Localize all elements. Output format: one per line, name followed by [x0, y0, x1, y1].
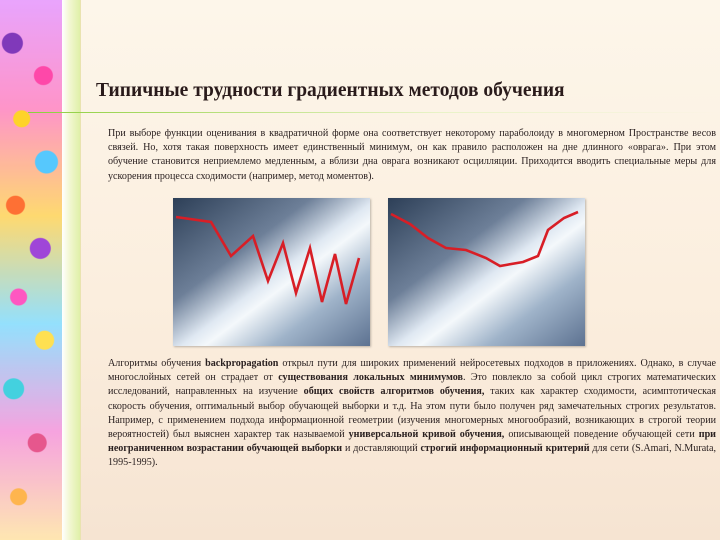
- bold-term-learning-properties: общих свойств алгоритмов обучения,: [303, 386, 485, 398]
- ravine-surface-right: [388, 198, 585, 346]
- title-underline: [28, 112, 718, 113]
- bold-term-local-minima: существования локальных минимумов: [278, 372, 463, 384]
- bold-term-backpropagation: backpropagation: [205, 358, 279, 369]
- bold-term-learning-curve: универсальной кривой обучения,: [348, 429, 505, 441]
- text-run: . Это повлекло за собой цикл строгих математических исследований, направленных на изучение: [108, 372, 716, 398]
- bold-term-information-criterion: строгий информационный критерий: [420, 443, 590, 455]
- decorative-side-strip: [62, 0, 81, 540]
- text-run: таких как характер сходимости, асимптотическая скорость обучения, оптимальный выбор обучающей выборки и т.д. На этом пути было получен ряд замечательных строгих результатов. Например, с применением подхода информационной геометрии (изучения многомерных многообразий, возникающих в строгой теории вероятностей) был выяснен характер так называемой: [108, 386, 716, 441]
- page-title: Типичные трудности градиентных методов обучения: [96, 80, 565, 101]
- text-run: Алгоритмы обучения: [108, 358, 206, 369]
- text-run: и доставляющий: [342, 443, 421, 455]
- bold-term-unbounded-sample: при неограниченном возрастании обучающей выборки: [108, 429, 716, 455]
- ravine-oscillation-diagram: [173, 198, 370, 346]
- decorative-side-art: [0, 0, 62, 540]
- text-run: для сети (S.Amari, N.Murata, 1995-1995).: [108, 443, 716, 469]
- text-run: описывающей поведение обучающей сети: [504, 429, 699, 441]
- smooth-convergence-diagram: [388, 198, 585, 346]
- intro-paragraph: При выборе функции оценивания в квадратичной форме она соответствует некоторому параболоиду в многомерном Пространстве весов связей. Но, хотя такая поверхность имеет единственный минимум, он как правило расположен на дне длинного «оврага». При этом обучение становится неприемлемо медленным, а вблизи дна оврага возникают осцилляции. Приходится вводить специальные меры для ускорения процесса сходимости (например, метод моментов).: [108, 128, 716, 182]
- text-run: открыл пути для широких применений нейросетевых подходов в приложениях. Однако, в случае многослойных сетей он страдает от: [108, 358, 717, 384]
- backprop-paragraph: [108, 357, 716, 471]
